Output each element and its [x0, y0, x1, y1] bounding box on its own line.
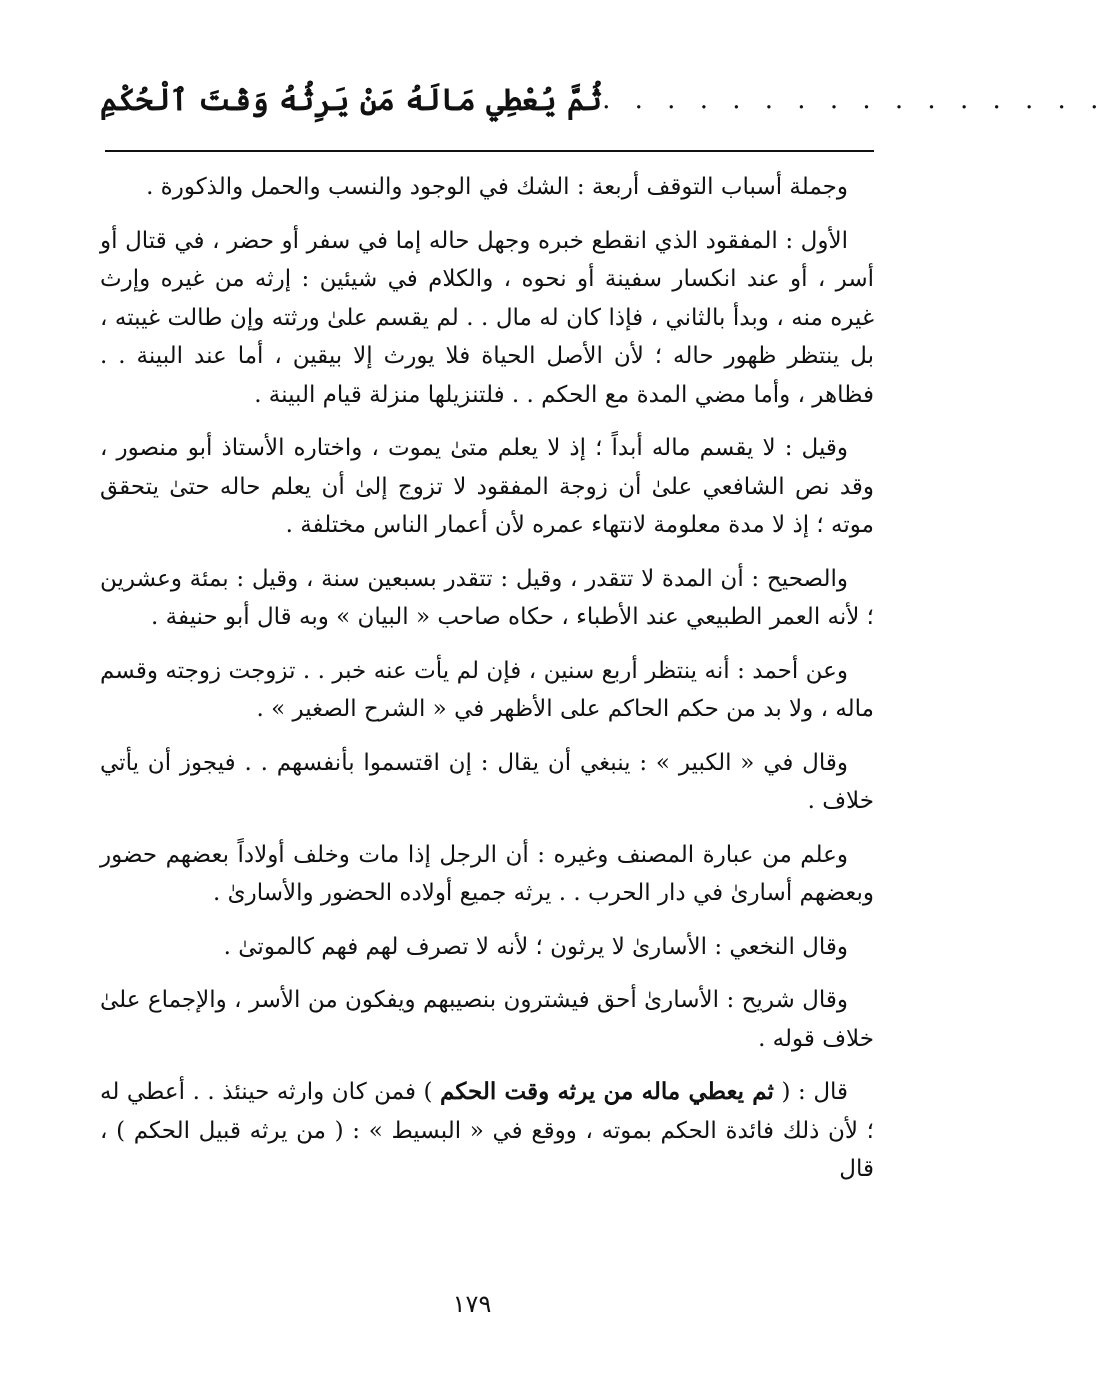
paragraph-nakhai-view: وقال النخعي : الأسارىٰ لا يرثون ؛ لأنه لا تصرف لهم فهم كالموتىٰ .: [223, 933, 848, 960]
matn-lead: قال : (: [781, 1079, 849, 1105]
matn-bold-text: ثم يعطي ماله من يرثه وقت الحكم: [440, 1078, 774, 1105]
header-divider: [105, 150, 874, 152]
page-number: ١٧٩: [452, 1290, 492, 1318]
paragraph-causes-of-suspension: وجملة أسباب التوقف أربعة : الشك في الوجود والنسب والحمل والذكورة .: [146, 174, 848, 200]
paragraph-ahmad-view: وعن أحمد : أنه ينتظر أربع سنين ، فإن لم يأت عنه خبر . . تزوجت زوجته وقسم ماله ، ولا بد من حكم الحاكم على الأظهر في « الشرح الصغير » .: [100, 657, 874, 722]
paragraph-matn-quote: [100, 1073, 874, 1189]
paragraph-captives-inherit: وعلم من عبارة المصنف وغيره : أن الرجل إذا مات وخلف أولاداً بعضهم حضور وبعضهم أسارىٰ في دار الحرب . . يرثه جميع أولاده الحضور والأسارىٰ .: [100, 841, 874, 906]
paragraph-shurayh-view: وقال شريح : الأسارىٰ أحق فيشترون بنصيبهم ويفكون من الأسر ، والإجماع علىٰ خلاف قوله .: [100, 987, 874, 1052]
matn-commentary: ) فمن كان وارثه حينئذ . . أعطي له ؛ لأن ذلك فائدة الحكم بموته ، ووقع في « البسيط » : ( من يرثه قبيل الحكم ) ، قال: [100, 1079, 874, 1182]
paragraph-al-kabir: وقال في « الكبير » : ينبغي أن يقال : إن اقتسموا بأنفسهم . . فيجوز أن يأتي خلاف .: [100, 749, 874, 814]
paragraph-never-divided-view: وقيل : لا يقسم ماله أبداً ؛ إذ لا يعلم متىٰ يموت ، واختاره الأستاذ أبو منصور ، وقد نص الشافعي علىٰ أن زوجة المفقود لا تزوج إلىٰ أن يعلم حاله حتىٰ يتحقق موته ؛ إذ لا مدة معلومة لانتهاء عمره لأن أعمار الناس مختلفة .: [100, 435, 874, 538]
paragraph-the-missing-person: الأول : المفقود الذي انقطع خبره وجهل حاله إما في سفر أو حضر ، في قتال أو أسر ، أو عند انكسار سفينة أو نحوه ، والكلام في شيئين : إرثه من غيره وإرث غيره منه ، وبدأ بالثاني ، فإذا كان له مال . . لم يقسم علىٰ ورثته وإن طالت غيبته ، بل ينتظر ظهور حاله ؛ لأن الأصل الحياة فلا يورث إلا بيقين ، أما عند البينة . . فظاهر ، وأما مضي المدة مع الحكم . . فلتنزيلها منزلة قيام البينة .: [100, 227, 874, 408]
running-head-dots: . . . . . . . . . . . . . . . .: [602, 85, 1106, 115]
running-head-verse: ثُمَّ يُعْطِي مَالَهُ مَنْ يَرِثُهُ وَقْتَ ٱلْحُكْمِ: [100, 82, 603, 118]
running-head: [100, 70, 1106, 130]
body-text: [100, 168, 874, 1204]
paragraph-correct-view: والصحيح : أن المدة لا تتقدر ، وقيل : تتقدر بسبعين سنة ، وقيل : بمئة وعشرين ؛ لأنه العمر الطبيعي عند الأطباء ، حكاه صاحب « البيان » وبه قال أبو حنيفة .: [100, 565, 874, 630]
